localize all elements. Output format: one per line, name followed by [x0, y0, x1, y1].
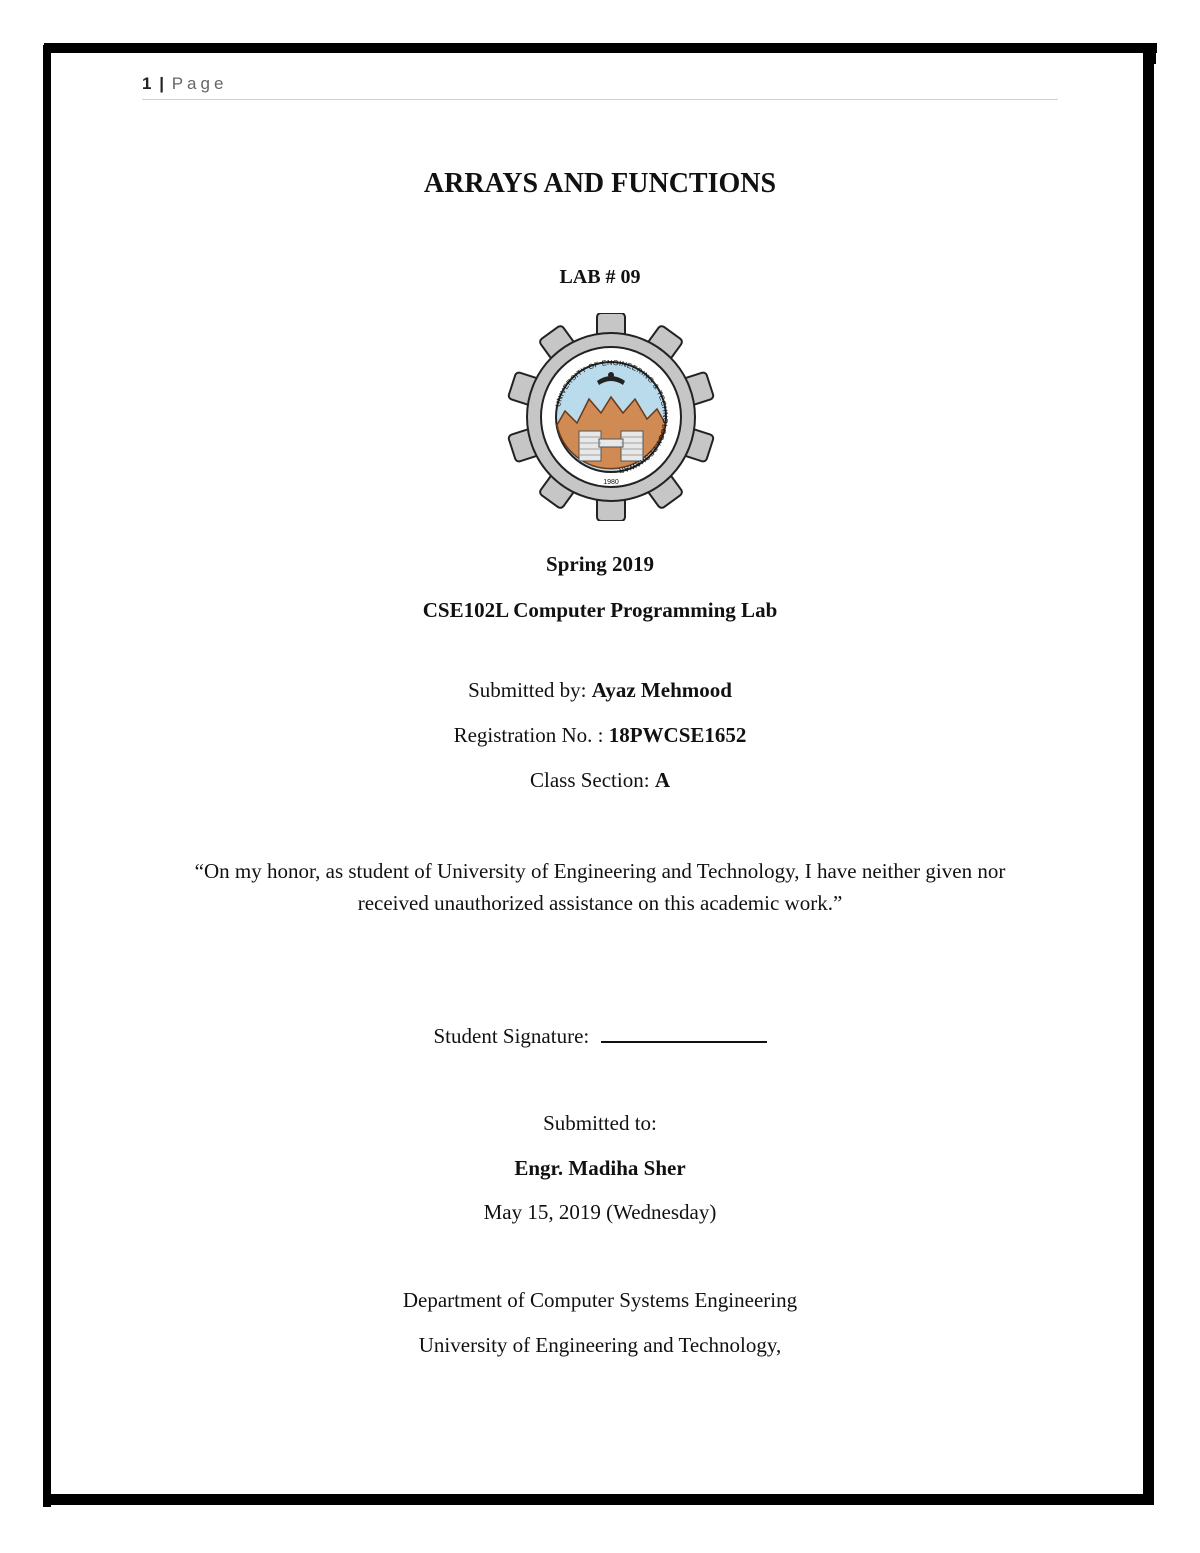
header-rule: [142, 99, 1058, 100]
page-border-top: [44, 43, 1157, 53]
document-title: ARRAYS AND FUNCTIONS: [423, 168, 777, 199]
page-header: [142, 74, 227, 94]
department-name: Department of Computer Systems Engineering: [402, 1288, 798, 1312]
registration-number: 18PWCSE1652: [608, 723, 747, 747]
signature-label: Student Signature:: [433, 1024, 590, 1048]
section-value: A: [654, 768, 670, 792]
course-name: CSE102L Computer Programming Lab: [422, 598, 778, 622]
signature-line: [0, 1021, 1200, 1049]
page-border-bottom: [44, 1494, 1154, 1505]
student-name: Ayaz Mehmood: [591, 678, 732, 702]
lab-number: LAB # 09: [559, 266, 641, 288]
page-word: Page: [171, 74, 228, 93]
page-border-corner: [1152, 44, 1156, 64]
logo-ring-text: UNIVERSITY OF ENGINEERING & TECHNOLOGY PESHAWAR: [553, 357, 671, 476]
submitted-by-label: Submitted by:: [468, 678, 587, 702]
honor-line: “On my honor, as student of University of Engineering and Technology, I have neither given nor: [194, 859, 1006, 883]
section-line: [0, 768, 1200, 793]
submitted-by-line: [0, 678, 1200, 703]
logo-year: 1980: [603, 479, 619, 486]
registration-label: Registration No. :: [453, 723, 604, 747]
page-number: 1: [142, 74, 152, 93]
signature-blank: [601, 1021, 767, 1043]
registration-line: [0, 723, 1200, 748]
teacher-name: Engr. Madiha Sher: [514, 1156, 686, 1180]
submitted-to-label: Submitted to:: [543, 1111, 657, 1135]
honor-statement: [0, 855, 1200, 919]
submission-date: May 15, 2019 (Wednesday): [483, 1200, 717, 1224]
university-name: University of Engineering and Technology,: [418, 1333, 782, 1357]
header-separator: |: [159, 74, 164, 93]
section-label: Class Section:: [529, 768, 650, 792]
honor-line: received unauthorized assistance on this academic work.”: [357, 891, 843, 915]
semester: Spring 2019: [546, 552, 654, 576]
gear-emblem: [508, 313, 714, 521]
university-logo: [505, 313, 717, 521]
